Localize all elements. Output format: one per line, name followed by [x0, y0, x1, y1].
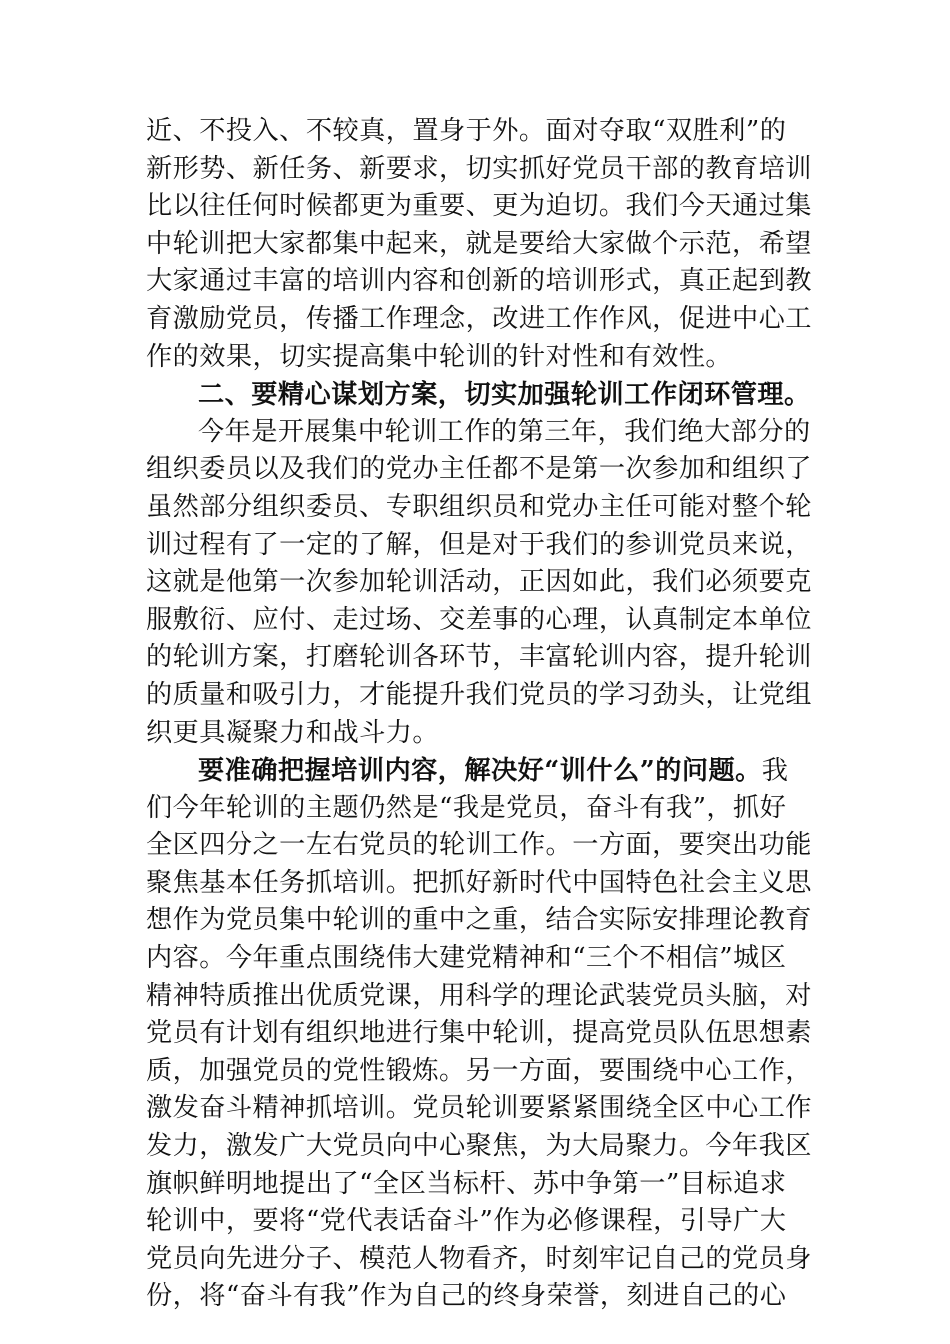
text-line: 服敷衍、应付、走过场、交差事的心理，认真制定本单位	[146, 604, 812, 635]
section-heading: 二、要精心谋划方案，切实加强轮训工作闭环管理。	[198, 379, 811, 411]
text-line: 组织委员以及我们的党办主任都不是第一次参加和组织了	[146, 454, 812, 485]
text-line: 这就是他第一次参加轮训活动，正因如此，我们必须要克	[146, 567, 812, 598]
text-line: 发力，激发广大党员向中心聚焦，为大局聚力。今年我区	[146, 1131, 812, 1162]
text-line: 近、不投入、不较真，置身于外。面对夺取“双胜利”的	[146, 116, 787, 146]
text-line: 比以往任何时候都更为重要、更为迫切。我们今天通过集	[146, 191, 812, 222]
text-line: 大家通过丰富的培训内容和创新的培训形式，真正起到教	[146, 266, 812, 297]
text-line: 党员向先进分子、模范人物看齐，时刻牢记自己的党员身	[146, 1243, 812, 1274]
text-line: 的轮训方案，打磨轮训各环节，丰富轮训内容，提升轮训	[146, 642, 812, 673]
text-line: 质，加强党员的党性锻炼。另一方面，要围绕中心工作，	[146, 1055, 812, 1086]
text-line: 精神特质推出优质党课，用科学的理论武装党员头脑，对	[146, 980, 812, 1011]
text-line: 们今年轮训的主题仍然是“我是党员，奋斗有我”，抓好	[146, 792, 787, 823]
text-line: 聚焦基本任务抓培训。把抓好新时代中国特色社会主义思	[146, 867, 812, 898]
text-line: 育激励党员，传播工作理念，改进工作作风，促进中心工	[146, 303, 812, 334]
text-line: 想作为党员集中轮训的重中之重，结合实际安排理论教育	[146, 905, 812, 936]
text-line: 全区四分之一左右党员的轮训工作。一方面，要突出功能	[146, 830, 812, 861]
text-line: 旗帜鲜明地提出了“全区当标杆、苏中争第一”目标追求	[146, 1168, 787, 1199]
text-line: 作的效果，切实提高集中轮训的针对性和有效性。	[146, 341, 733, 372]
bold-lead-sentence: 要准确把握培训内容，解决好“训什么”的问题。	[198, 755, 762, 787]
text-line: 训过程有了一定的了解，但是对于我们的参训党员来说，	[146, 529, 812, 560]
text-line: 虽然部分组织委员、专职组织员和党办主任可能对整个轮	[146, 491, 812, 522]
text-line: 激发奋斗精神抓培训。党员轮训要紧紧围绕全区中心工作	[146, 1093, 812, 1124]
text-line: 份，将“奋斗有我”作为自己的终身荣誉，刻进自己的心	[146, 1281, 787, 1312]
text-line: 新形势、新任务、新要求，切实抓好党员干部的教育培训	[146, 153, 812, 184]
text-line: 内容。今年重点围绕伟大建党精神和“三个不相信”城区	[146, 943, 787, 974]
text-line	[146, 752, 808, 790]
text-line: 轮训中，要将“党代表话奋斗”作为必修课程，引导广大	[146, 1206, 787, 1237]
text-line: 织更具凝聚力和战斗力。	[146, 717, 440, 748]
text-line: 今年是开展集中轮训工作的第三年，我们绝大部分的	[198, 416, 811, 447]
text-line: 中轮训把大家都集中起来，就是要给大家做个示范，希望	[146, 228, 812, 259]
text-line: 党员有计划有组织地进行集中轮训，提高党员队伍思想素	[146, 1018, 812, 1049]
text-fragment: 我	[761, 756, 789, 787]
text-line: 的质量和吸引力，才能提升我们党员的学习劲头，让党组	[146, 679, 812, 710]
body-text	[146, 113, 812, 1316]
